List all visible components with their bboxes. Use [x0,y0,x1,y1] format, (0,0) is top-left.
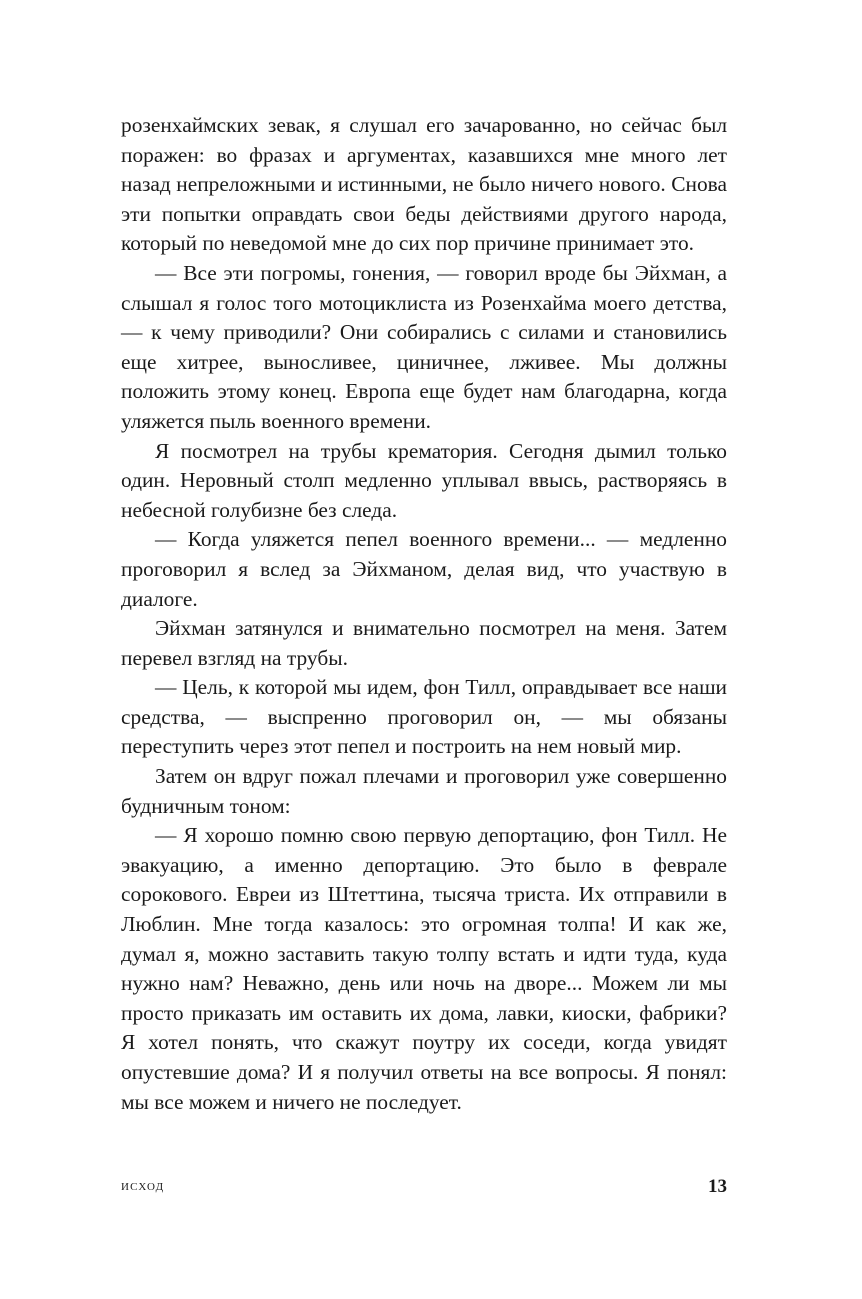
paragraph: Я посмотрел на трубы крематория. Сегодня дымил только один. Неровный столп медленно уплывал ввысь, растворяясь в небесной голубизне без следа. [121,438,727,522]
paragraph: Эйхман затянулся и внимательно посмотрел на меня. Затем перевел взгляд на трубы. [121,616,727,670]
paragraph: — Я хорошо помню свою первую депортацию, фон Тилл. Не эвакуацию, а именно депортацию. Это было в феврале сорокового. Евреи из Штеттина, тысяча триста. Их отправили в Люблин. Мне тогда казалось: это огромная толпа! И как же, думал я, можно заставить такую толпу встать и идти туда, куда нужно нам? Неважно, день или ночь на дворе... Можем ли мы просто приказать им оставить их дома, лавки, киоски, фабрики? Я хотел понять, что скажут поутру их соседи, когда увидят опустевшие дома? И я получил ответы на все вопросы. Я понял: мы все можем и ничего не последует. [121,823,727,1114]
running-title: исход [121,1178,165,1194]
paragraph: — Когда уляжется пепел военного времени... — медленно проговорил я вслед за Эйхманом, делая вид, что участвую в диалоге. [121,527,727,611]
paragraph: розенхаймских зевак, я слушал его зачарованно, но сейчас был поражен: во фразах и аргументах, казавшихся мне много лет назад непреложными и истинными, не было ничего нового. Снова эти попытки оправдать свои беды действиями другого народа, который по неведомой мне до сих пор причине принимает это. [121,113,727,256]
page-footer [121,1178,727,1202]
paragraph: — Цель, к которой мы идем, фон Тилл, оправдывает все наши средства, — выспренно проговорил он, — мы обязаны переступить через этот пепел и построить на нем новый мир. [121,675,727,759]
paragraph: Затем он вдруг пожал плечами и проговорил уже совершенно будничным тоном: [121,764,727,818]
page-body [121,111,727,1117]
page-number: 13 [708,1176,727,1197]
paragraph: — Все эти погромы, гонения, — говорил вроде бы Эйхман, а слышал я голос того мотоциклиста из Розенхайма моего детства, — к чему приводили? Они собирались с силами и становились еще хитрее, выносливее, циничнее, лживее. Мы должны положить этому конец. Европа еще будет нам благодарна, когда уляжется пыль военного времени. [121,260,727,433]
